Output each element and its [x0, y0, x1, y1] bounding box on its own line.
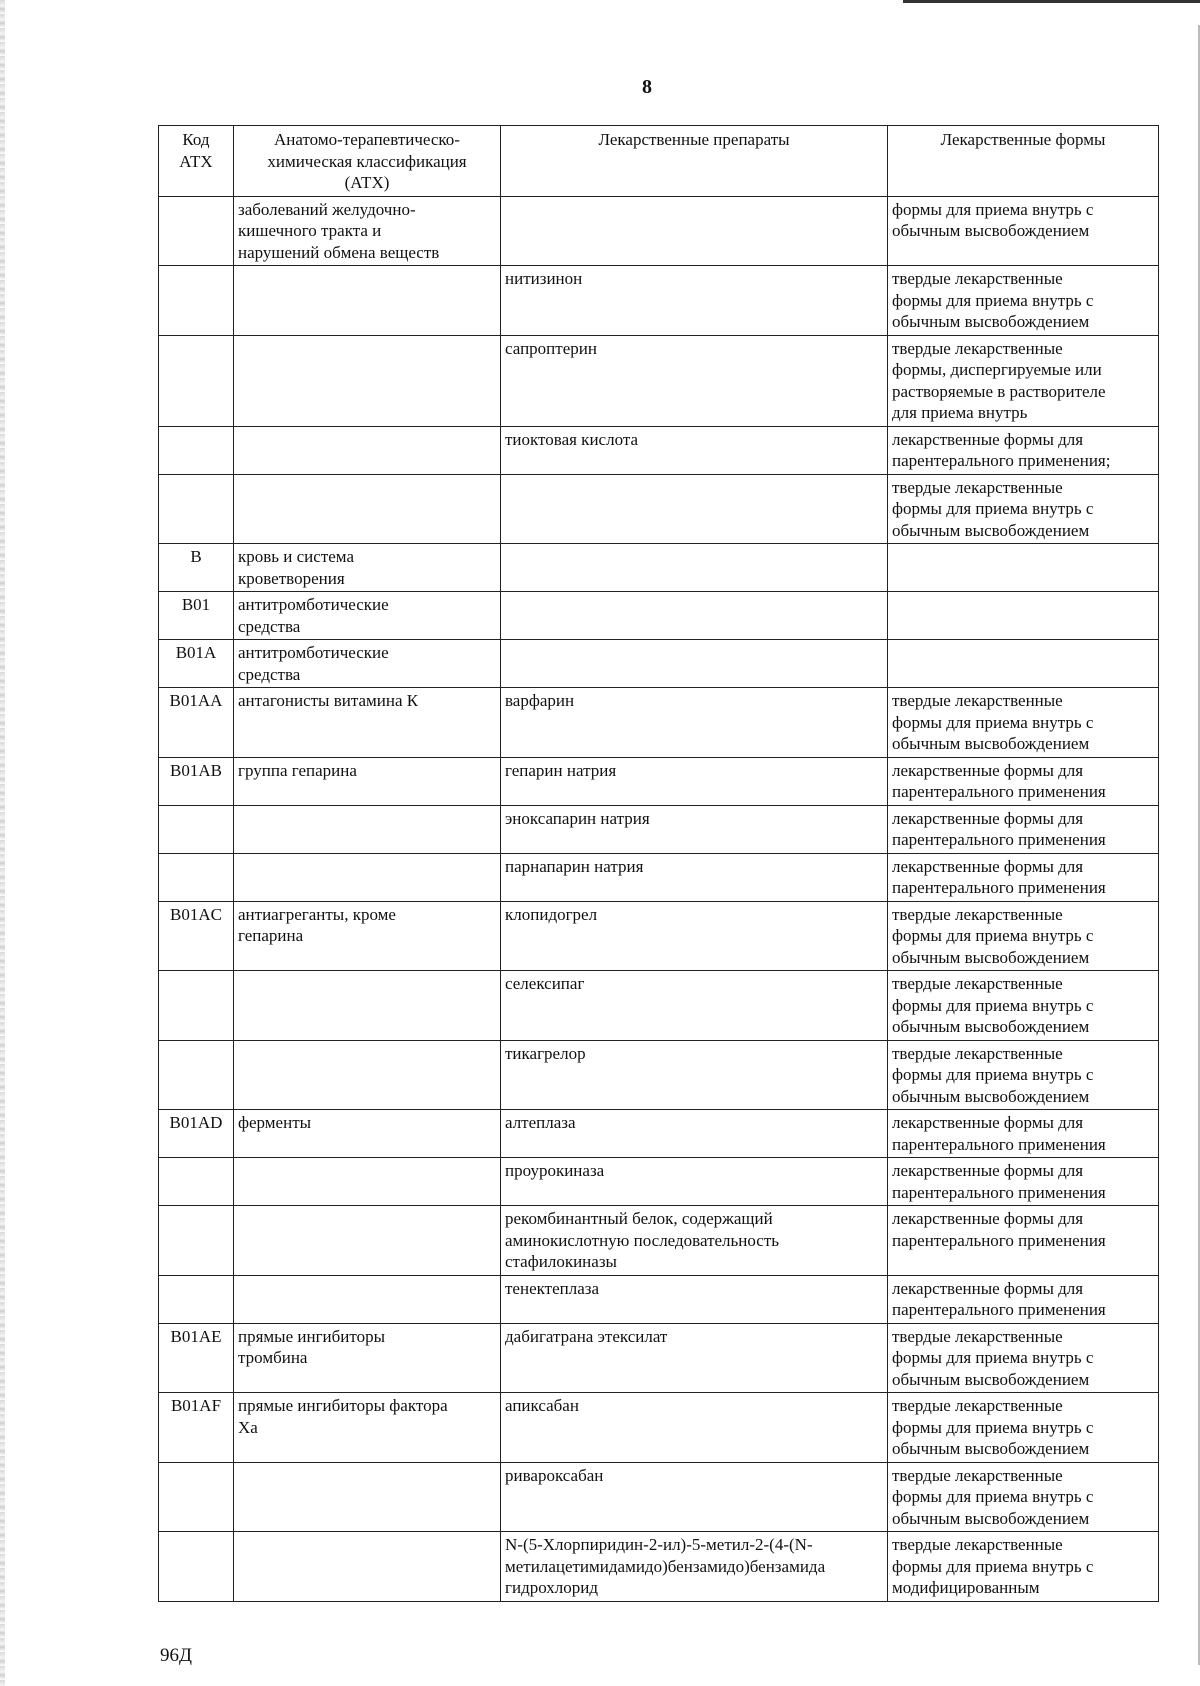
table-row — [159, 688, 1159, 758]
atc-classification-cell — [234, 474, 501, 544]
medicine-name-cell: сапроптерин — [501, 335, 888, 426]
atc-code-cell — [159, 1532, 234, 1602]
atc-classification-cell: антагонисты витамина К — [234, 688, 501, 758]
medicine-name-cell: эноксапарин натрия — [501, 805, 888, 853]
dosage-form-cell: лекарственные формы для парентерального применения — [888, 1206, 1159, 1276]
atc-classification-cell: кровь и система кроветворения — [234, 544, 501, 592]
atc-classification-cell — [234, 1532, 501, 1602]
medicine-name-cell — [501, 544, 888, 592]
dosage-form-cell: твердые лекарственные формы для приема внутрь с модифицированным — [888, 1532, 1159, 1602]
header-medicines: Лекарственные препараты — [501, 126, 888, 197]
document-footer-code: 96Д — [160, 1645, 192, 1666]
table-row — [159, 1206, 1159, 1276]
atc-code-cell — [159, 1040, 234, 1110]
medicine-name-cell — [501, 196, 888, 266]
atc-classification-cell — [234, 335, 501, 426]
dosage-form-cell: твердые лекарственные формы для приема внутрь с обычным высвобождением — [888, 971, 1159, 1041]
table-row — [159, 757, 1159, 805]
table-row — [159, 335, 1159, 426]
dosage-form-cell: лекарственные формы для парентерального применения — [888, 853, 1159, 901]
medicine-name-cell: апиксабан — [501, 1393, 888, 1463]
atc-code-cell — [159, 335, 234, 426]
table-row — [159, 544, 1159, 592]
table-row — [159, 853, 1159, 901]
medicine-name-cell: тикагрелор — [501, 1040, 888, 1110]
medicine-name-cell: нитизинон — [501, 266, 888, 336]
atc-classification-cell: прямые ингибиторы тромбина — [234, 1323, 501, 1393]
atc-code-cell: B01AE — [159, 1323, 234, 1393]
medicine-name-cell: алтеплаза — [501, 1110, 888, 1158]
dosage-form-cell: твердые лекарственные формы для приема внутрь с обычным высвобождением — [888, 1040, 1159, 1110]
atc-code-cell — [159, 266, 234, 336]
atc-code-cell: B01 — [159, 592, 234, 640]
dosage-form-cell: лекарственные формы для парентерального применения — [888, 1110, 1159, 1158]
atc-code-cell: B01AD — [159, 1110, 234, 1158]
dosage-form-cell: твердые лекарственные формы для приема внутрь с обычным высвобождением — [888, 1462, 1159, 1532]
header-atc-classification: Анатомо-терапевтическо- химическая классификация (АТХ) — [234, 126, 501, 197]
atc-code-cell — [159, 196, 234, 266]
medicine-name-cell — [501, 592, 888, 640]
dosage-form-cell: твердые лекарственные формы для приема внутрь с обычным высвобождением — [888, 474, 1159, 544]
table-row — [159, 1323, 1159, 1393]
medicine-name-cell: тиоктовая кислота — [501, 426, 888, 474]
atc-code-cell — [159, 474, 234, 544]
page-number: 8 — [642, 76, 652, 98]
atc-code-cell — [159, 1275, 234, 1323]
header-atc-code: Код АТХ — [159, 126, 234, 197]
atc-classification-cell: группа гепарина — [234, 757, 501, 805]
medicine-name-cell: клопидогрел — [501, 901, 888, 971]
atc-classification-cell — [234, 1040, 501, 1110]
atc-code-cell: B01AC — [159, 901, 234, 971]
atc-classification-cell — [234, 1158, 501, 1206]
table-row — [159, 640, 1159, 688]
table-body — [159, 196, 1159, 1601]
atc-classification-cell — [234, 805, 501, 853]
dosage-form-cell: лекарственные формы для парентерального применения; — [888, 426, 1159, 474]
dosage-form-cell: лекарственные формы для парентерального применения — [888, 757, 1159, 805]
header-dosage-forms: Лекарственные формы — [888, 126, 1159, 197]
atc-code-cell: B01AF — [159, 1393, 234, 1463]
scan-edge — [0, 0, 5, 1686]
atc-code-cell — [159, 426, 234, 474]
atc-classification-cell — [234, 1206, 501, 1276]
dosage-form-cell: твердые лекарственные формы для приема внутрь с обычным высвобождением — [888, 266, 1159, 336]
atc-code-cell: B01AA — [159, 688, 234, 758]
atc-code-cell: B01A — [159, 640, 234, 688]
dosage-form-cell — [888, 544, 1159, 592]
medicine-name-cell: дабигатрана этексилат — [501, 1323, 888, 1393]
dosage-form-cell: твердые лекарственные формы, диспергируемые или растворяемые в растворителе для приема внутрь — [888, 335, 1159, 426]
medicine-name-cell: парнапарин натрия — [501, 853, 888, 901]
table-row — [159, 1158, 1159, 1206]
atc-classification-cell: антитромботические средства — [234, 640, 501, 688]
atc-code-cell — [159, 853, 234, 901]
table-row — [159, 1462, 1159, 1532]
drug-classification-table — [158, 125, 1159, 1602]
dosage-form-cell: формы для приема внутрь с обычным высвобождением — [888, 196, 1159, 266]
atc-classification-cell — [234, 1462, 501, 1532]
table-row — [159, 196, 1159, 266]
dosage-form-cell: твердые лекарственные формы для приема внутрь с обычным высвобождением — [888, 901, 1159, 971]
atc-classification-cell: антиагреганты, кроме гепарина — [234, 901, 501, 971]
table-row — [159, 1275, 1159, 1323]
medicine-name-cell: варфарин — [501, 688, 888, 758]
atc-classification-cell — [234, 971, 501, 1041]
table-row — [159, 901, 1159, 971]
dosage-form-cell: лекарственные формы для парентерального применения — [888, 805, 1159, 853]
atc-code-cell — [159, 1206, 234, 1276]
medicine-name-cell — [501, 640, 888, 688]
medicine-name-cell: ривароксабан — [501, 1462, 888, 1532]
medicine-name-cell: рекомбинантный белок, содержащий аминокислотную последовательность стафилокиназы — [501, 1206, 888, 1276]
table-row — [159, 474, 1159, 544]
table-row — [159, 592, 1159, 640]
table-row — [159, 1110, 1159, 1158]
atc-code-cell — [159, 1462, 234, 1532]
dosage-form-cell — [888, 640, 1159, 688]
medicine-name-cell: тенектеплаза — [501, 1275, 888, 1323]
dosage-form-cell — [888, 592, 1159, 640]
table-row — [159, 1393, 1159, 1463]
atc-code-cell — [159, 805, 234, 853]
atc-classification-cell — [234, 266, 501, 336]
table-header-row — [159, 126, 1159, 197]
dosage-form-cell: твердые лекарственные формы для приема внутрь с обычным высвобождением — [888, 688, 1159, 758]
atc-classification-cell: заболеваний желудочно- кишечного тракта и нарушений обмена веществ — [234, 196, 501, 266]
atc-code-cell — [159, 971, 234, 1041]
table-row — [159, 266, 1159, 336]
atc-classification-cell: прямые ингибиторы фактора Xa — [234, 1393, 501, 1463]
table-row — [159, 971, 1159, 1041]
dosage-form-cell: твердые лекарственные формы для приема внутрь с обычным высвобождением — [888, 1323, 1159, 1393]
medicine-name-cell: селексипаг — [501, 971, 888, 1041]
table-row — [159, 805, 1159, 853]
atc-code-cell: B — [159, 544, 234, 592]
top-rule — [903, 0, 1200, 3]
medicine-name-cell — [501, 474, 888, 544]
medicine-name-cell: N-(5-Хлорпиридин-2-ил)-5-метил-2-(4-(N- метилацетимидамидо)бензамидо)бензамида гидрохлорид — [501, 1532, 888, 1602]
medicine-name-cell: гепарин натрия — [501, 757, 888, 805]
table-row — [159, 1532, 1159, 1602]
atc-classification-cell — [234, 426, 501, 474]
medicine-name-cell: проурокиназа — [501, 1158, 888, 1206]
dosage-form-cell: лекарственные формы для парентерального применения — [888, 1275, 1159, 1323]
atc-classification-cell — [234, 1275, 501, 1323]
dosage-form-cell: лекарственные формы для парентерального применения — [888, 1158, 1159, 1206]
atc-code-cell: B01AB — [159, 757, 234, 805]
table-row — [159, 1040, 1159, 1110]
atc-classification-cell: антитромботические средства — [234, 592, 501, 640]
atc-classification-cell: ферменты — [234, 1110, 501, 1158]
table-row — [159, 426, 1159, 474]
dosage-form-cell: твердые лекарственные формы для приема внутрь с обычным высвобождением — [888, 1393, 1159, 1463]
atc-classification-cell — [234, 853, 501, 901]
atc-code-cell — [159, 1158, 234, 1206]
